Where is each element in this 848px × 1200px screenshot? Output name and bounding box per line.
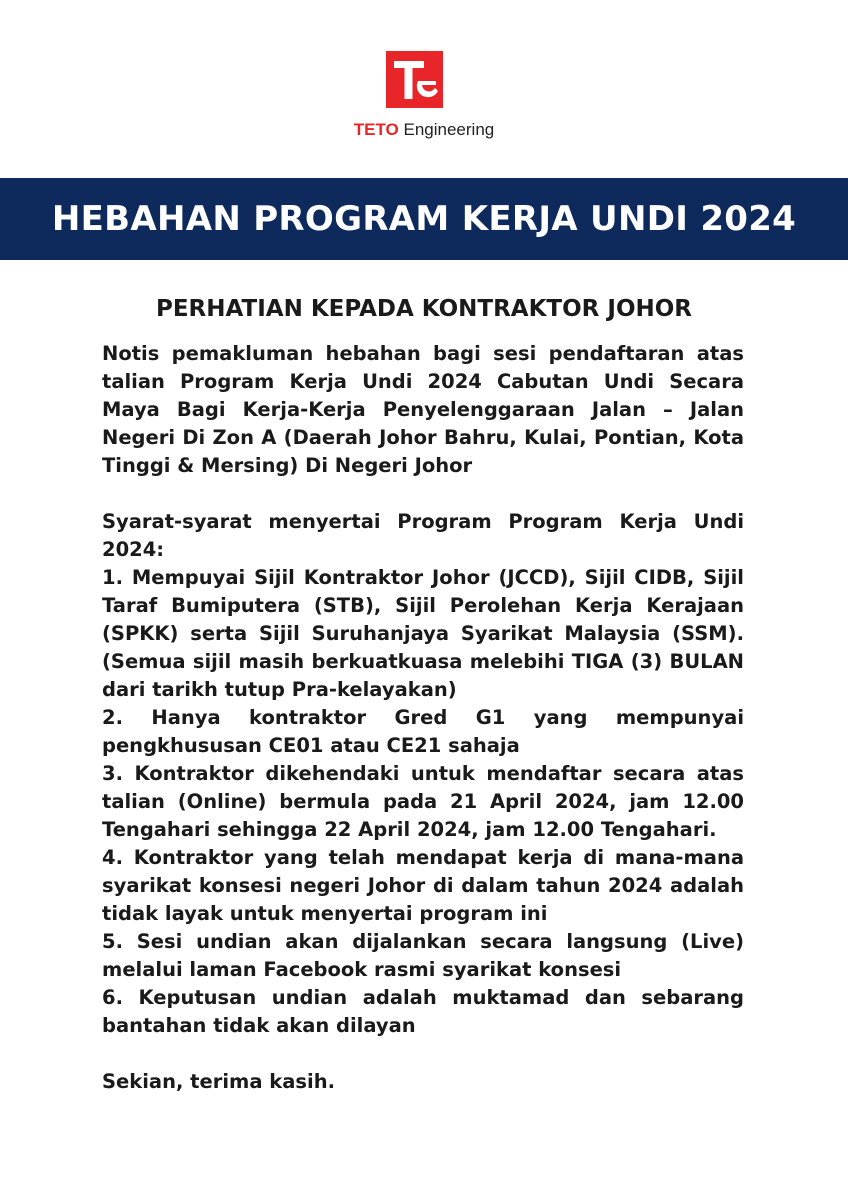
- intro-paragraph: Notis pemakluman hebahan bagi sesi pendaftaran atas talian Program Kerja Undi 2024 Cabutan Undi Secara Maya Bagi Kerja-Kerja Penyelenggaraan Jalan – Jalan Negeri Di Zon A (Daerah Johor Bahru, Kulai, Pontian, Kota Tinggi & Mersing) Di Negeri Johor: [102, 342, 744, 477]
- spacer: [102, 480, 744, 508]
- requirement-item: 1. Mempuyai Sijil Kontraktor Johor (JCCD), Sijil CIDB, Sijil Taraf Bumiputera (STB), Sijil Perolehan Kerja Kerajaan (SPKK) serta Sijil Suruhanjaya Syarikat Malaysia (SSM). (Semua sijil masih berkuatkuasa melebihi TIGA (3) BULAN dari tarikh tutup Pra-kelayakan): [102, 566, 744, 701]
- teto-logo-icon: [386, 51, 443, 108]
- company-logo: [339, 46, 509, 146]
- logo-wordmark: [339, 120, 509, 140]
- requirement-item: 5. Sesi undian akan dijalankan secara langsung (Live) melalui laman Facebook rasmi syarikat konsesi: [102, 930, 744, 981]
- notice-body: [102, 340, 744, 1096]
- closing-text: Sekian, terima kasih.: [102, 1070, 335, 1093]
- requirement-item: 3. Kontraktor dikehendaki untuk mendaftar secara atas talian (Online) bermula pada 21 April 2024, jam 12.00 Tengahari sehingga 22 April 2024, jam 12.00 Tengahari.: [102, 762, 744, 841]
- requirement-item: 2. Hanya kontraktor Gred G1 yang mempunyai pengkhususan CE01 atau CE21 sahaja: [102, 706, 744, 757]
- logo-brand-bold: TETO: [353, 120, 399, 139]
- page-title: HEBAHAN PROGRAM KERJA UNDI 2024: [51, 199, 797, 239]
- logo-brand-regular: Engineering: [403, 120, 495, 139]
- spacer: [102, 1040, 744, 1068]
- requirements-heading: Syarat-syarat menyertai Program Program Kerja Undi 2024:: [102, 510, 744, 561]
- notice-subtitle: PERHATIAN KEPADA KONTRAKTOR JOHOR: [155, 296, 693, 322]
- title-banner: [0, 178, 848, 260]
- requirement-item: 4. Kontraktor yang telah mendapat kerja di mana-mana syarikat konsesi negeri Johor di dalam tahun 2024 adalah tidak layak untuk menyertai program ini: [102, 846, 744, 925]
- requirement-item: 6. Keputusan undian adalah muktamad dan sebarang bantahan tidak akan dilayan: [102, 986, 744, 1037]
